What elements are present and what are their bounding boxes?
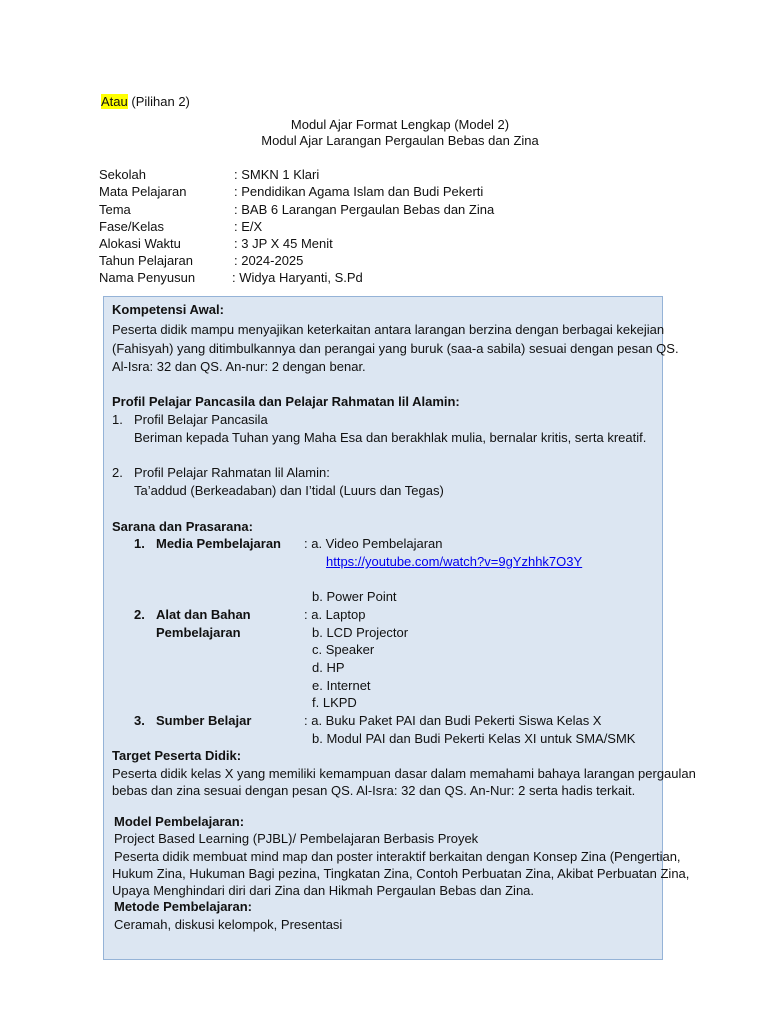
sarana-number: 1.: [134, 536, 145, 551]
metode-heading: Metode Pembelajaran:: [114, 899, 252, 914]
profil-item-desc: Beriman kepada Tuhan yang Maha Esa dan berakhlak mulia, bernalar kritis, serta kreatif.: [134, 430, 647, 445]
model-line: Hukum Zina, Hukuman Bagi pezina, Tingkatan Zina, Contoh Perbuatan Zina, Akibat Perbuatan Zina,: [112, 866, 690, 881]
alat-item: f. LKPD: [312, 695, 357, 710]
sumber-label: Sumber Belajar: [156, 713, 252, 728]
model-line: Peserta didik membuat mind map dan poster interaktif berkaitan dengan Konsep Zina (Pengertian,: [114, 849, 681, 864]
model-heading: Model Pembelajaran:: [114, 814, 245, 829]
profil-item-title: Profil Pelajar Rahmatan lil Alamin:: [134, 465, 330, 480]
video-link[interactable]: https://youtube.com/watch?v=9gYzhhk7O3Y: [326, 554, 583, 569]
identity-value-penyusun: : Widya Haryanti, S.Pd: [232, 270, 363, 285]
identity-label-penyusun: Nama Penyusun: [99, 270, 196, 285]
model-line: Upaya Menghindari diri dari Zina dan Hikmah Pergaulan Bebas dan Zina.: [112, 883, 535, 898]
identity-value-tema: : BAB 6 Larangan Pergaulan Bebas dan Zina: [234, 202, 495, 217]
identity-label-tahun: Tahun Pelajaran: [99, 253, 193, 268]
media-item: : a. Video Pembelajaran: [304, 536, 443, 551]
alat-item: e. Internet: [312, 678, 371, 693]
alat-item: c. Speaker: [312, 642, 375, 657]
profil-heading: Profil Pelajar Pancasila dan Pelajar Rahmatan lil Alamin:: [112, 394, 460, 409]
alat-item: b. LCD Projector: [312, 625, 409, 640]
sumber-item: : a. Buku Paket PAI dan Budi Pekerti Siswa Kelas X: [304, 713, 602, 728]
alat-item: : a. Laptop: [304, 607, 366, 622]
identity-value-sekolah: : SMKN 1 Klari: [234, 167, 320, 182]
identity-label-mapel: Mata Pelajaran: [99, 184, 187, 199]
identity-value-tahun: : 2024-2025: [234, 253, 304, 268]
alat-label: Alat dan Bahan: [156, 607, 251, 622]
profil-number: 2.: [112, 465, 123, 480]
sumber-item: b. Modul PAI dan Budi Pekerti Kelas XI untuk SMA/SMK: [312, 731, 636, 746]
alat-item: d. HP: [312, 660, 345, 675]
document-title-2: Modul Ajar Larangan Pergaulan Bebas dan Zina: [261, 133, 539, 148]
profil-item-title: Profil Belajar Pancasila: [134, 412, 268, 427]
sarana-number: 3.: [134, 713, 145, 728]
identity-value-alokasi: : 3 JP X 45 Menit: [234, 236, 333, 251]
option-label: (Pilihan 2): [127, 94, 190, 109]
metode-text: Ceramah, diskusi kelompok, Presentasi: [114, 917, 343, 932]
target-line: Peserta didik kelas X yang memiliki kemampuan dasar dalam memahami bahaya larangan pergaulan: [112, 766, 696, 781]
kompetensi-line: Al-Isra: 32 dan QS. An-nur: 2 dengan benar.: [112, 359, 366, 374]
identity-label-sekolah: Sekolah: [99, 167, 146, 182]
profil-item-desc: Ta’addud (Berkeadaban) dan I’tidal (Luurs dan Tegas): [134, 483, 444, 498]
identity-value-mapel: : Pendidikan Agama Islam dan Budi Pekerti: [234, 184, 484, 199]
profil-number: 1.: [112, 412, 123, 427]
kompetensi-line: (Fahisyah) yang ditimbulkannya dan perangai yang buruk (saa-a sabila) sesuai dengan pesan QS.: [112, 341, 679, 356]
identity-label-alokasi: Alokasi Waktu: [99, 236, 181, 251]
document-title-1: Modul Ajar Format Lengkap (Model 2): [290, 117, 510, 132]
identity-value-fase: : E/X: [234, 219, 263, 234]
target-line: bebas dan zina sesuai dengan pesan QS. Al-Isra: 32 dan QS. An-Nur: 2 serta hadis terkait.: [112, 783, 636, 798]
alat-label: Pembelajaran: [156, 625, 241, 640]
highlighted-atau: Atau: [101, 94, 128, 109]
sarana-heading: Sarana dan Prasarana:: [112, 519, 253, 534]
identity-label-tema: Tema: [99, 202, 131, 217]
identity-label-fase: Fase/Kelas: [99, 219, 165, 234]
kompetensi-line: Peserta didik mampu menyajikan keterkaitan antara larangan berzina dengan berbagai kekejian: [112, 322, 665, 337]
model-line: Project Based Learning (PJBL)/ Pembelajaran Berbasis Proyek: [114, 831, 479, 846]
media-item: b. Power Point: [312, 589, 397, 604]
target-heading: Target Peserta Didik:: [112, 748, 242, 763]
content-box: [103, 296, 696, 960]
media-label: Media Pembelajaran: [156, 536, 281, 551]
option-line: [101, 93, 190, 110]
kompetensi-heading: Kompetensi Awal:: [112, 302, 224, 317]
sarana-number: 2.: [134, 607, 145, 622]
